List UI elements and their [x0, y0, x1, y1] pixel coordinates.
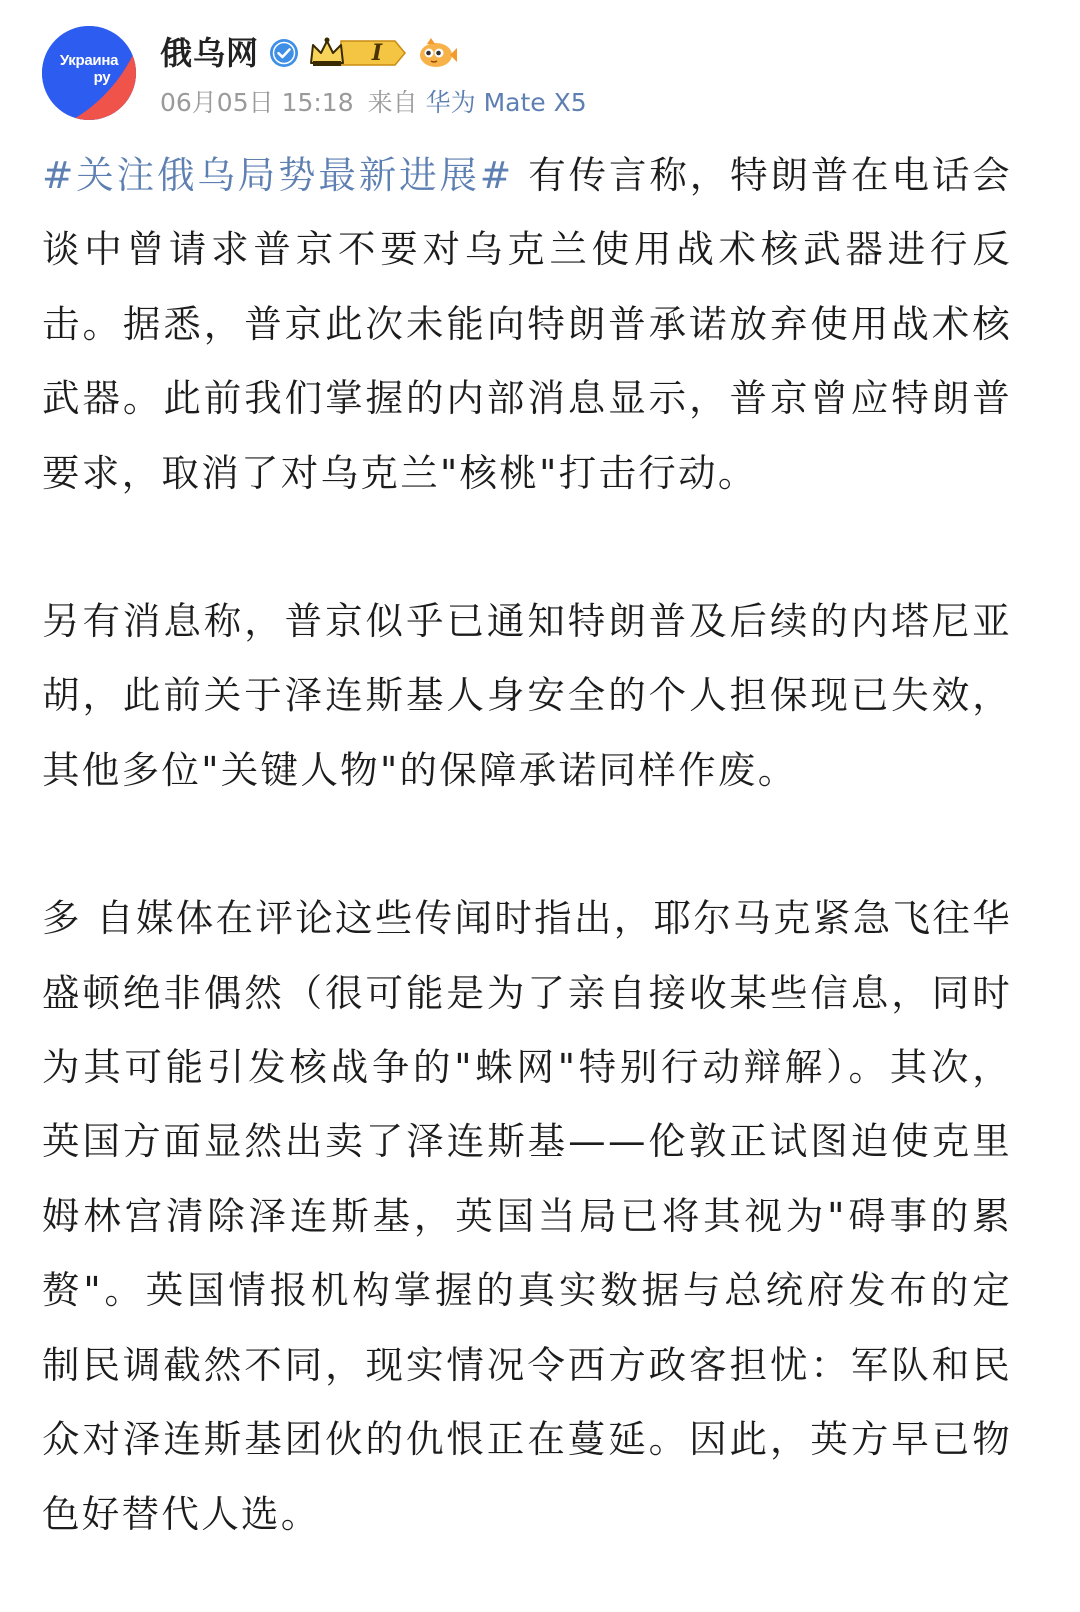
source-device[interactable]: 华为 Mate X5 — [425, 88, 587, 117]
post-timestamp: 06月05日 15:18 — [160, 88, 354, 117]
fish-fan-badge-icon[interactable] — [417, 35, 457, 71]
avatar-text-line2: ру — [93, 69, 111, 86]
avatar[interactable] — [42, 26, 136, 120]
paragraph-3: 多 自媒体在评论这些传闻时指出，耶尔马克紧急飞往华盛顿绝非偶然（很可能是为了亲自接收某些信息，同时为其可能引发核战争的"蛛网"特别行动辩解）。其次，英国方面显然出卖了泽连斯基——伦敦正试图迫使克里姆林宫清除泽连斯基，英国当局已将其视为"碍事的累赘"。英国情报机构掌握的真实数据与总统府发布的定制民调截然不同，现实情况令西方政客担忧：军队和民众对泽连斯基团伙的仇恨正在蔓延。因此，英方早已物色好替代人选。 — [42, 896, 1012, 1536]
post-meta — [160, 86, 587, 120]
vip-level: I — [371, 40, 383, 66]
paragraph-2: 另有消息称，普京似乎已通知特朗普及后续的内塔尼亚胡，此前关于泽连斯基人身安全的个人担保现已失效，其他多位"关键人物"的保障承诺同样作废。 — [42, 599, 1012, 792]
name-row — [160, 30, 457, 76]
avatar-text-line1: Украина — [59, 52, 119, 69]
post-body — [42, 138, 1012, 1551]
hashtag-link[interactable]: #关注俄乌局势最新进展# — [42, 153, 514, 197]
paragraph-1-text: 有传言称，特朗普在电话会谈中曾请求普京不要对乌克兰使用战术核武器进行反击。据悉，普京此次未能向特朗普承诺放弃使用战术核武器。此前我们掌握的内部消息显示，普京曾应特朗普要求，取消了对乌克兰"核桃"打击行动。 — [42, 153, 1012, 495]
paragraph-1 — [42, 138, 1012, 510]
verified-icon[interactable] — [269, 38, 299, 68]
post-header — [42, 26, 1042, 122]
vip-badge[interactable] — [307, 35, 407, 71]
avatar-logo-text — [42, 52, 136, 86]
account-name[interactable]: 俄乌网 — [160, 34, 260, 72]
source-prefix: 来自 — [367, 88, 418, 117]
